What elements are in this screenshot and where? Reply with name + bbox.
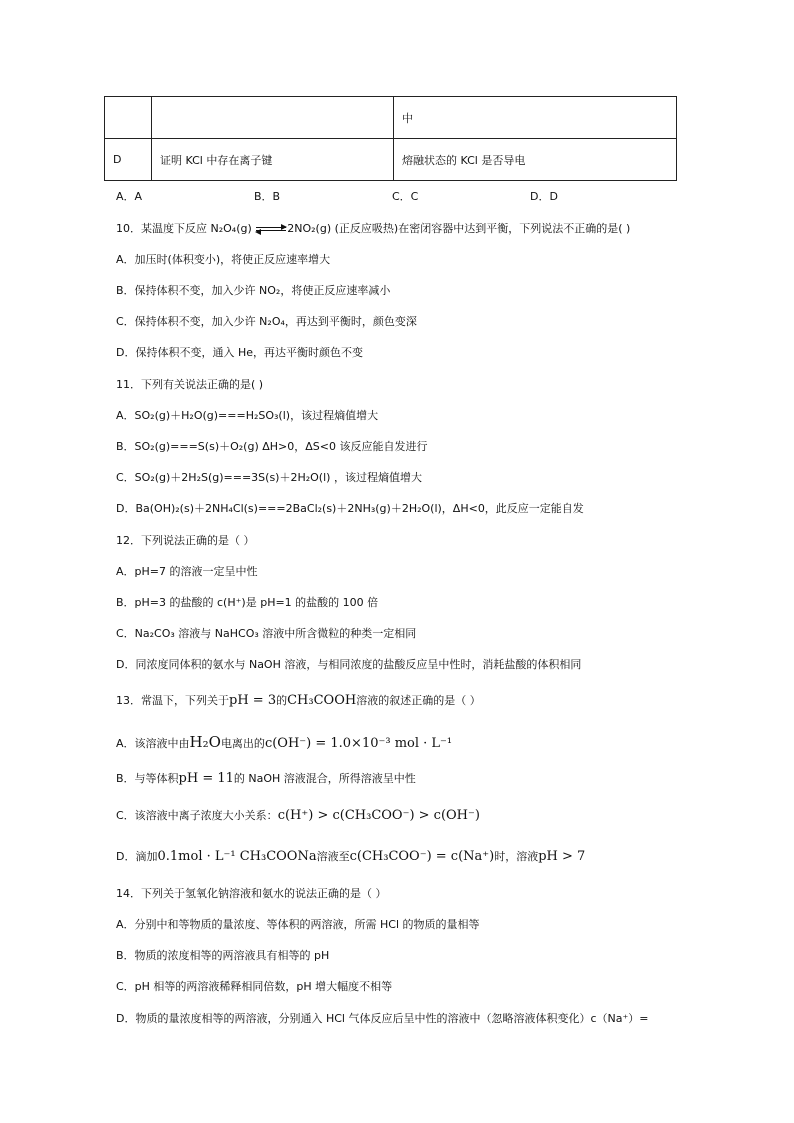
q10-stem: 10．某温度下反应 N₂O₄(g) 2NO₂(g) (正反应吸热)在密闭容器中达到平衡，下列说法不正确的是( ) bbox=[116, 222, 631, 235]
choice-b: B．B bbox=[254, 190, 281, 203]
q10-option-d: D．保持体积不变，通入 He，再达平衡时颜色不变 bbox=[116, 346, 364, 359]
q12-option-b: B．pH=3 的盐酸的 c(H⁺)是 pH=1 的盐酸的 100 倍 bbox=[116, 596, 379, 609]
q13-option-d: D．滴加0.1mol · L⁻¹ CH₃COONa溶液至c(CH₃COO⁻) = c(Na⁺)时，溶液pH > 7 bbox=[116, 849, 586, 864]
q12-option-d: D．同浓度同体积的氨水与 NaOH 溶液，与相同浓度的盐酸反应呈中性时，消耗盐酸的体积相同 bbox=[116, 658, 582, 671]
math-ph7: pH > 7 bbox=[538, 849, 586, 864]
q14-option-c: C．pH 相等的两溶液稀释相同倍数，pH 增大幅度不相等 bbox=[116, 980, 393, 993]
math-sodium-acetate: 0.1mol · L⁻¹ CH₃COONa bbox=[157, 849, 317, 864]
q14-stem: 14．下列关于氢氧化钠溶液和氨水的说法正确的是（ ） bbox=[116, 887, 387, 900]
equilibrium-arrow-icon bbox=[256, 225, 286, 233]
table-cell bbox=[105, 97, 152, 139]
q11-option-d: D．Ba(OH)₂(s)＋2NH₄Cl(s)===2BaCl₂(s)＋2NH₃(g)＋2H₂O(l)，ΔH<0，此反应一定能自发 bbox=[116, 502, 584, 515]
math-conc-equal: c(CH₃COO⁻) = c(Na⁺) bbox=[349, 849, 495, 864]
q11-option-c: C．SO₂(g)＋2H₂S(g)===3S(s)＋2H₂O(l) ，该过程熵值增大 bbox=[116, 471, 422, 484]
table-cell: 中 bbox=[394, 97, 677, 139]
q13-stem: 13．常温下，下列关于pH = 3的CH₃COOH溶液的叙述正确的是（ ） bbox=[116, 693, 481, 708]
q12-option-c: C．Na₂CO₃ 溶液与 NaHCO₃ 溶液中所含微粒的种类一定相同 bbox=[116, 627, 417, 640]
q10-option-a: A．加压时(体积变小)，将使正反应速率增大 bbox=[116, 253, 331, 266]
q10-option-c: C．保持体积不变，加入少许 N₂O₄，再达到平衡时，颜色变深 bbox=[116, 315, 417, 328]
table-row bbox=[105, 139, 677, 181]
choice-a: A．A bbox=[116, 190, 143, 203]
table-cell: 证明 KCl 中存在离子键 bbox=[152, 139, 394, 181]
q13-option-c: C．该溶液中离子浓度大小关系：c(H⁺) > c(CH₃COO⁻) > c(OH⁻) bbox=[116, 808, 480, 823]
math-ph11: pH = 11 bbox=[178, 771, 234, 786]
q11-option-b: B．SO₂(g)===S(s)＋O₂(g) ΔH>0，ΔS<0 该反应能自发进行 bbox=[116, 440, 428, 453]
math-oh-conc: c(OH⁻) = 1.0×10⁻³ mol · L⁻¹ bbox=[264, 736, 453, 751]
math-ph3: pH = 3 bbox=[229, 693, 277, 708]
table-row bbox=[105, 97, 677, 139]
math-ion-order: c(H⁺) > c(CH₃COO⁻) > c(OH⁻) bbox=[277, 808, 480, 823]
table-cell bbox=[152, 97, 394, 139]
q11-stem: 11．下列有关说法正确的是( ) bbox=[116, 378, 264, 391]
q12-stem: 12．下列说法正确的是（ ） bbox=[116, 534, 255, 547]
choice-c: C．C bbox=[392, 190, 419, 203]
table-cell: 熔融状态的 KCl 是否导电 bbox=[394, 139, 677, 181]
q14-option-a: A．分别中和等物质的量浓度、等体积的两溶液，所需 HCl 的物质的量相等 bbox=[116, 918, 480, 931]
q14-option-d: D．物质的量浓度相等的两溶液，分别通入 HCl 气体反应后呈中性的溶液中（忽略溶液体积变化）c（Na⁺）= bbox=[116, 1012, 649, 1025]
q13-option-b: B．与等体积pH = 11的 NaOH 溶液混合，所得溶液呈中性 bbox=[116, 771, 416, 786]
math-acetic-acid: CH₃COOH bbox=[287, 693, 357, 708]
q12-option-a: A．pH=7 的溶液一定呈中性 bbox=[116, 565, 258, 578]
q13-option-a: A．该溶液中由H₂O电离出的c(OH⁻) = 1.0×10⁻³ mol · L⁻¹ bbox=[116, 733, 453, 751]
options-table bbox=[104, 96, 677, 181]
q14-option-b: B．物质的浓度相等的两溶液具有相等的 pH bbox=[116, 949, 330, 962]
q10-option-b: B．保持体积不变，加入少许 NO₂，将使正反应速率减小 bbox=[116, 284, 391, 297]
q11-option-a: A．SO₂(g)＋H₂O(g)===H₂SO₃(l)，该过程熵值增大 bbox=[116, 409, 379, 422]
table-cell: D bbox=[105, 139, 152, 181]
q9-choices bbox=[116, 190, 668, 204]
choice-d: D．D bbox=[530, 190, 558, 203]
math-water: H₂O bbox=[189, 733, 221, 751]
